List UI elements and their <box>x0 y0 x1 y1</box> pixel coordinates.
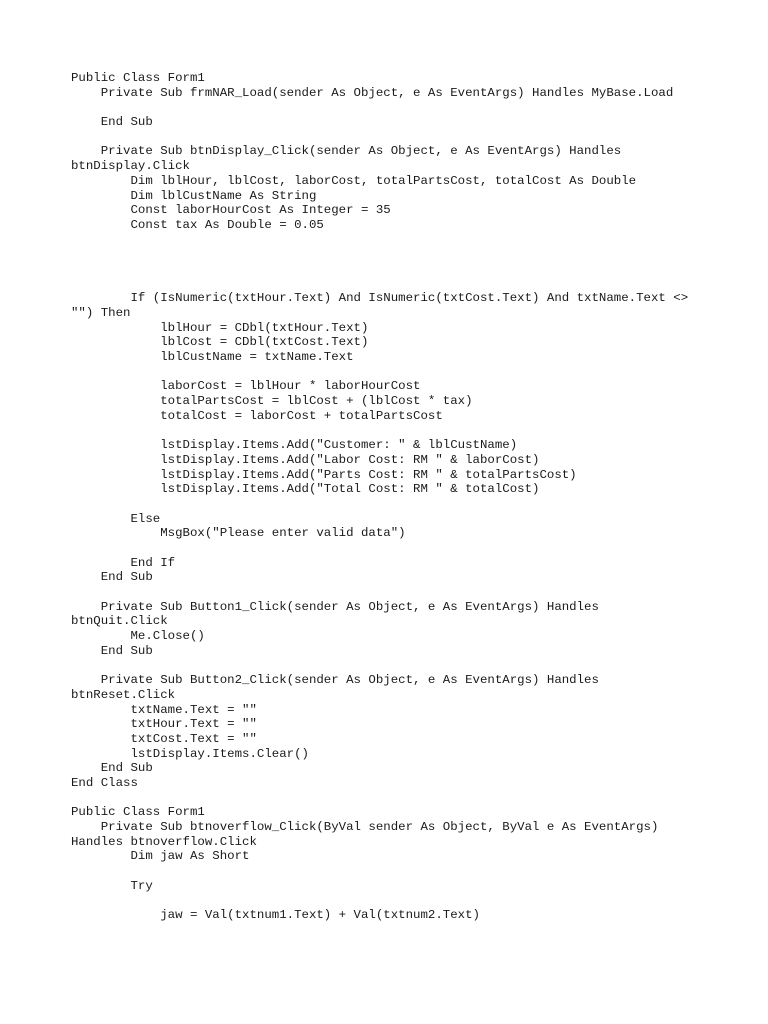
code-line <box>71 791 751 806</box>
code-line: totalPartsCost = lblCost + (lblCost * tax) <box>71 394 473 409</box>
code-line: Dim lblCustName As String <box>71 188 317 203</box>
code-line: lstDisplay.Items.Add("Parts Cost: RM " & totalPartsCost) <box>71 467 577 482</box>
code-line: Const laborHourCost As Integer = 35 <box>71 203 391 218</box>
code-line: laborCost = lblHour * laborHourCost <box>71 379 421 394</box>
code-line <box>71 247 751 262</box>
code-line: MsgBox("Please enter valid data") <box>71 526 406 541</box>
code-line: Private Sub Button2_Click(sender As Object, e As EventArgs) Handles <box>71 673 599 688</box>
code-line: Dim lblHour, lblCost, laborCost, totalPartsCost, totalCost As Double <box>71 173 637 188</box>
code-line <box>71 864 751 879</box>
code-line: End Sub <box>71 115 153 130</box>
code-line: End Sub <box>71 761 153 776</box>
code-line: Private Sub Button1_Click(sender As Object, e As EventArgs) Handles <box>71 599 599 614</box>
code-line <box>71 894 751 909</box>
code-line: Try <box>71 878 153 893</box>
code-line: lstDisplay.Items.Add("Total Cost: RM " & totalCost) <box>71 482 540 497</box>
code-line <box>71 100 751 115</box>
code-line: lstDisplay.Items.Clear() <box>71 746 309 761</box>
code-line <box>71 541 751 556</box>
code-line: End Sub <box>71 643 153 658</box>
code-line: "") Then <box>71 306 131 320</box>
code-line: lblCustName = txtName.Text <box>71 350 354 365</box>
code-line: If (IsNumeric(txtHour.Text) And IsNumeric(txtCost.Text) And txtName.Text <> <box>71 291 689 306</box>
code-line: jaw = Val(txtnum1.Text) + Val(txtnum2.Text) <box>71 908 480 923</box>
code-line: totalCost = laborCost + totalPartsCost <box>71 408 443 423</box>
code-line <box>71 497 751 512</box>
code-line <box>71 659 751 674</box>
code-line: Else <box>71 511 161 526</box>
code-line: btnDisplay.Click <box>71 159 190 174</box>
code-line <box>71 277 751 292</box>
code-line: Const tax As Double = 0.05 <box>71 217 324 232</box>
code-line <box>71 585 751 600</box>
code-line: Handles btnoverflow.Click <box>71 834 257 849</box>
code-line <box>71 365 751 380</box>
code-line: txtName.Text = "" <box>71 702 257 717</box>
code-line: Dim jaw As Short <box>71 849 250 864</box>
code-line: Public Class Form1 <box>71 805 205 820</box>
code-line <box>71 233 751 248</box>
code-line: End Sub <box>71 570 153 585</box>
code-line: btnReset.Click <box>71 687 176 702</box>
code-line: End Class <box>71 776 138 790</box>
code-line: Me.Close() <box>71 629 205 644</box>
code-listing <box>71 71 751 923</box>
code-line: Private Sub btnoverflow_Click(ByVal sender As Object, ByVal e As EventArgs) <box>71 820 659 835</box>
code-line: lstDisplay.Items.Add("Labor Cost: RM " & laborCost) <box>71 452 540 467</box>
code-line: lstDisplay.Items.Add("Customer: " & lblCustName) <box>71 438 518 453</box>
code-line: Public Class Form1 <box>71 71 205 85</box>
code-line: lblCost = CDbl(txtCost.Text) <box>71 335 369 350</box>
code-line: lblHour = CDbl(txtHour.Text) <box>71 320 369 335</box>
code-line: Private Sub frmNAR_Load(sender As Object, e As EventArgs) Handles MyBase.Load <box>71 85 674 100</box>
code-line <box>71 130 751 145</box>
code-line: txtHour.Text = "" <box>71 717 257 732</box>
code-line <box>71 262 751 277</box>
code-line <box>71 424 751 439</box>
code-line: End If <box>71 555 176 570</box>
code-line: btnQuit.Click <box>71 614 168 629</box>
code-line: Private Sub btnDisplay_Click(sender As Object, e As EventArgs) Handles <box>71 144 622 159</box>
code-line: txtCost.Text = "" <box>71 731 257 746</box>
